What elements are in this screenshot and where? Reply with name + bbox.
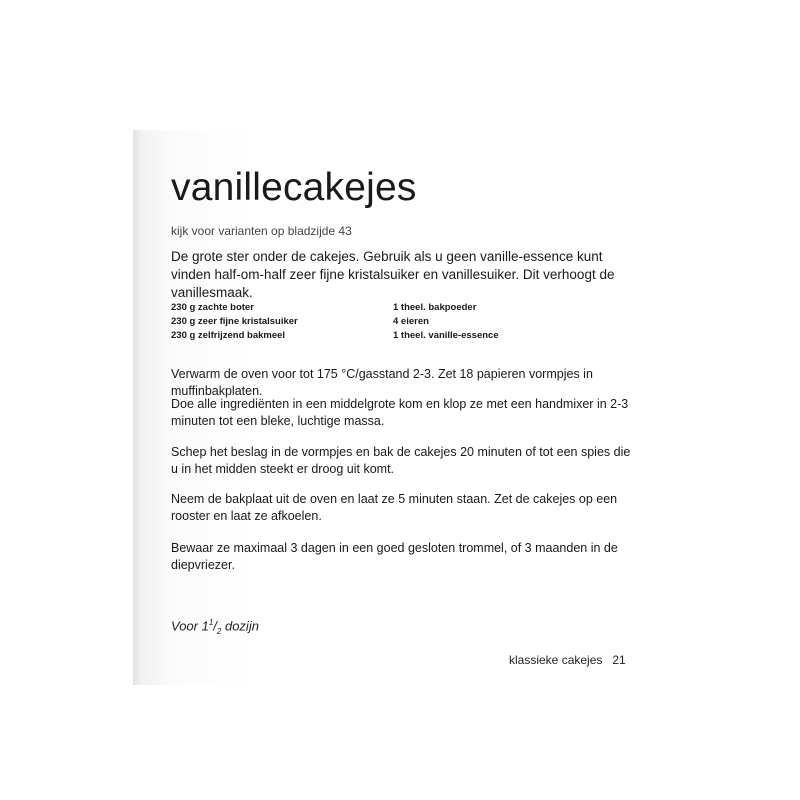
ingredient-item: 230 g zeer fijne kristalsuiker [171,316,298,327]
method-step: Doe alle ingrediënten in een middelgrote kom en klop ze met een handmixer in 2-3 minuten tot een bleke, luchtige massa. [171,397,629,428]
ingredient-item: 230 g zelfrijzend bakmeel [171,330,286,341]
page-footer [509,653,626,667]
ingredients-column-left [171,301,298,343]
ingredient-item: 1 theel. bakpoeder [393,302,477,313]
method-step: Bewaar ze maximaal 3 dagen in een goed gesloten trommel, of 3 maanden in de diepvriezer. [171,541,618,572]
method-step: Verwarm de oven voor tot 175 °C/gasstand 2-3. Zet 18 papieren vormpjes in muffinbakplaten. [171,367,593,398]
method-step: Neem de bakplaat uit de oven en laat ze 5 minuten staan. Zet de cakejes op een rooster en laat ze afkoelen. [171,492,618,523]
yield-fraction-numerator: 1 [208,618,214,627]
yield-suffix: dozijn [221,618,259,634]
yield-prefix: Voor 1 [171,618,209,634]
ingredients-column-right [393,301,499,343]
ingredient-item: 1 theel. vanille-essence [393,330,499,341]
ingredient-item: 230 g zachte boter [171,302,254,313]
recipe-subtitle: kijk voor varianten op bladzijde 43 [171,224,352,238]
method-step: Schep het beslag in de vormpjes en bak de cakejes 20 minuten of tot een spies die u in het midden steekt er droog uit komt. [171,445,631,476]
yield-fraction-denominator: 2 [216,626,222,636]
recipe-intro: De grote ster onder de cakejes. Gebruik als u geen vanille-essence kunt vinden half-om-half zeer fijne kristalsuiker en vanillesuiker. Dit verhoogt de vanillesmaak. [171,249,615,300]
recipe-title: vanillecakejes [171,166,417,209]
page-number: 21 [612,653,626,667]
section-name: klassieke cakejes [509,653,603,667]
ingredient-item: 4 eieren [393,316,429,327]
recipe-yield: Voor $1^1/_2$ dozijn [171,618,259,636]
